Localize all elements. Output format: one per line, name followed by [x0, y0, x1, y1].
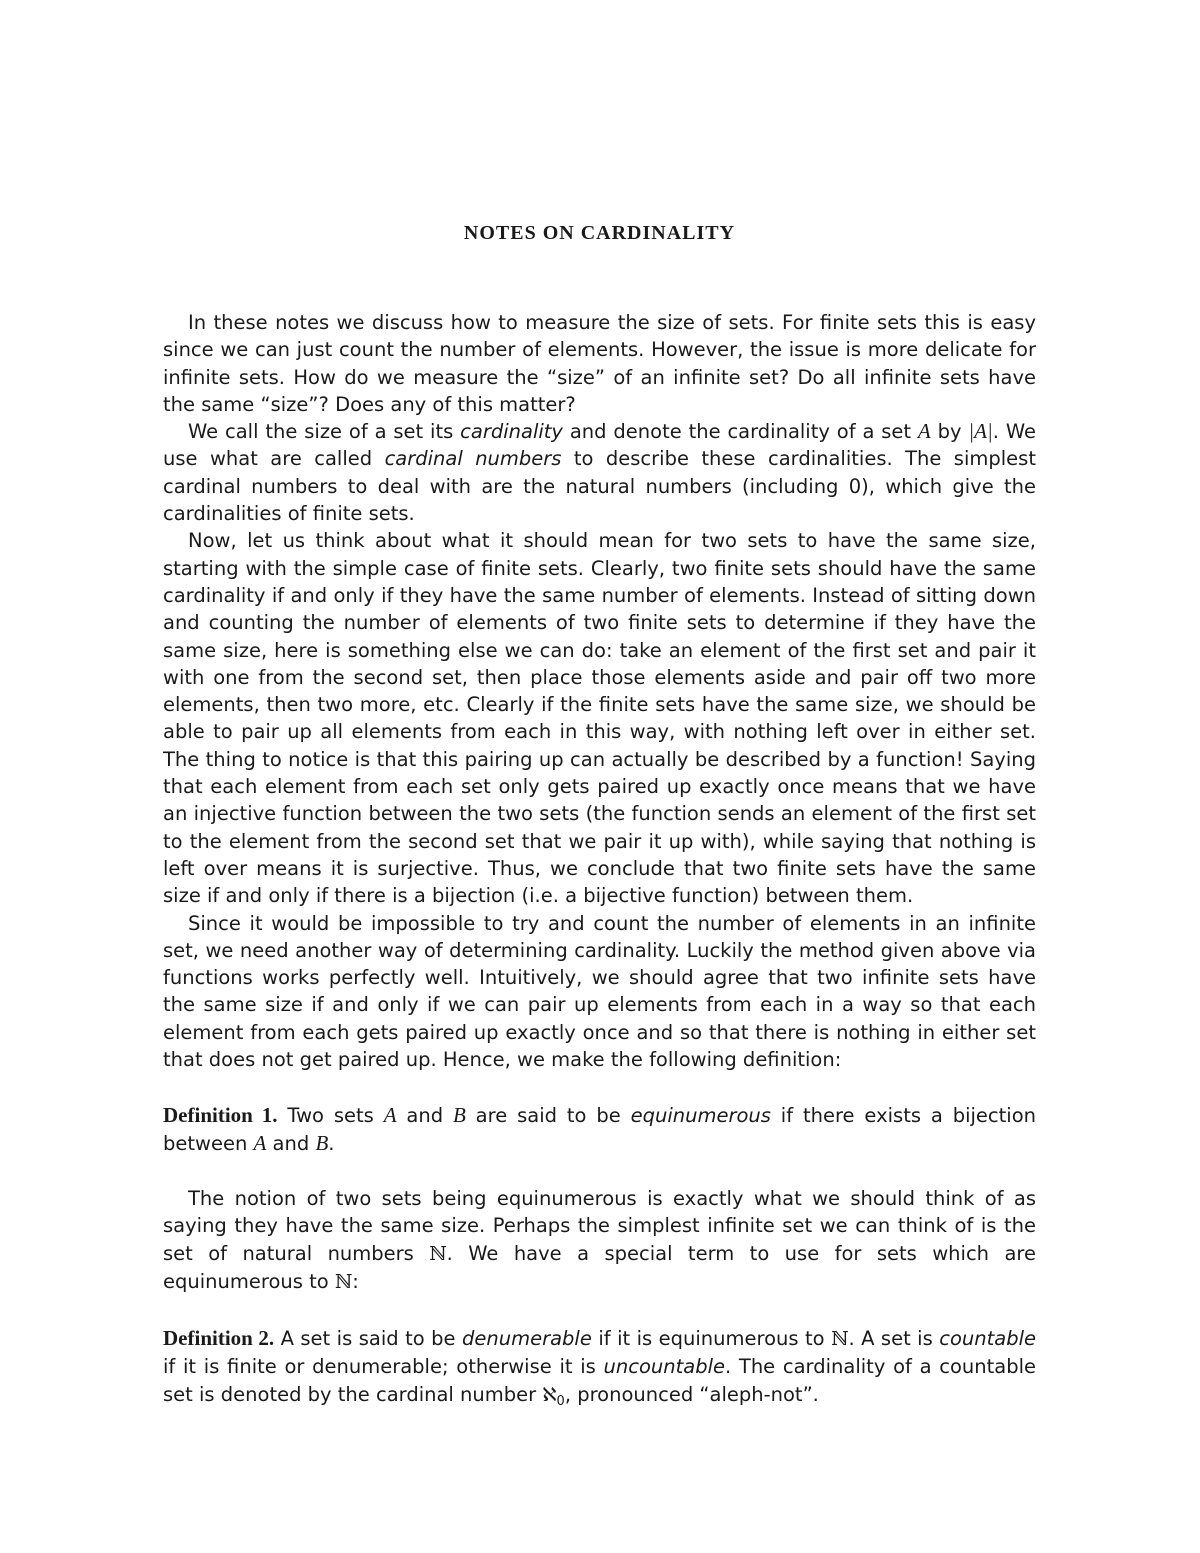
- math-aleph: ℵ: [542, 1383, 557, 1406]
- term-cardinal-numbers: cardinal numbers: [384, 447, 562, 471]
- page-title: NOTES ON CARDINALITY: [463, 222, 736, 244]
- text-run: and denote the cardinality of a set: [562, 420, 918, 444]
- paragraph-equinumerous: [163, 1185, 1036, 1296]
- definition-label: Definition 1.: [163, 1103, 278, 1128]
- text-run: if it is finite or denumerable; otherwise it is: [163, 1355, 604, 1379]
- paragraph-intro: In these notes we discuss how to measure the size of sets. For finite sets this is easy since we can just count the number of elements. However, the issue is more delicate for infinite sets. How do we measure the “size” of an infinite set? Do all infinite sets have the same “size”? Does any of this matter?: [163, 311, 1036, 416]
- math-var-b: B: [315, 1130, 329, 1155]
- text-run: are said to be: [465, 1104, 631, 1128]
- text-run: . The cardinality of a countable set is denoted by the cardinal number: [163, 1355, 1036, 1406]
- text-run: by: [930, 420, 969, 444]
- text-run: Two sets: [277, 1104, 384, 1128]
- math-var-a: A: [917, 419, 931, 444]
- text-run: A set is said to be: [274, 1327, 462, 1351]
- text-run: if it is equinumerous to: [591, 1327, 832, 1351]
- term-denumerable: denumerable: [461, 1327, 592, 1351]
- paragraph-infinite-sets: Since it would be impossible to try and count the number of elements in an infinite set, we need another way of determining cardinality. Luckily the method given above via functions works perfectly well. Intuitively, we should agree that two infinite sets have the same size if and only if we can pair up elements from each in a way so that each element from each gets paired up exactly once and so that there is nothing in either set that does not get paired up. Hence, we make the following definition:: [163, 911, 1036, 1072]
- text-run: We call the size of a set its: [188, 420, 461, 444]
- definition-label: Definition 2.: [163, 1326, 275, 1351]
- text-run: . We use what are called: [163, 420, 1036, 471]
- math-var-a: A: [383, 1103, 397, 1128]
- math-natural-numbers: ℕ: [429, 1242, 447, 1265]
- definition-1: [163, 1102, 1036, 1157]
- definition-2: [163, 1325, 1036, 1415]
- term-cardinality: cardinality: [460, 420, 563, 444]
- paragraph-cardinality: [163, 418, 1036, 527]
- document-page: [163, 222, 1036, 1415]
- text-run: . We have a special term to use for sets which are equinumerous to: [163, 1241, 1036, 1293]
- term-equinumerous: equinumerous: [630, 1104, 771, 1128]
- math-abs-a: |A|: [968, 419, 993, 444]
- text-run: to describe these cardinalities. The simplest cardinal numbers to deal with are the natural numbers (including 0), which give the cardinalities of finite sets.: [163, 447, 1036, 526]
- text-run: and: [266, 1131, 316, 1155]
- text-run: The notion of two sets being equinumerous is exactly what we should think of as saying they have the same size. Perhaps the simplest infinite set we can think of is the set of natural numbers: [163, 1186, 1036, 1265]
- text-run: :: [352, 1269, 359, 1293]
- math-natural-numbers: ℕ: [334, 1270, 353, 1293]
- term-uncountable: uncountable: [603, 1355, 725, 1379]
- math-var-b: B: [452, 1103, 466, 1128]
- math-var-a: A: [253, 1130, 267, 1155]
- paragraph-finite-sets: Now, let us think about what it should mean for two sets to have the same size, starting with the simple case of finite sets. Clearly, two finite sets should have the same cardinality if and only if they have the same number of elements. Instead of sitting down and counting the number of elements of two finite sets to determine if they have the same size, here is something else we can do: take an element of the first set and pair it with one from the second set, then place those elements aside and pair off two more elements, then two more, etc. Clearly if the finite sets have the same size, we should be able to pair up all elements from each in this way, with nothing left over in either set. The thing to notice is that this pairing up can actually be described by a function! Saying that each element from each set only gets paired up exactly once means that we have an injective function between the two sets (the function sends an element of the first set to the element from the second set that we pair it up with), while saying that nothing is left over means it is surjective. Thus, we conclude that two finite sets have the same size if and only if there is a bijection (i.e. a bijective function) between them.: [163, 529, 1036, 908]
- term-countable: countable: [939, 1327, 1036, 1351]
- text-run: . A set is: [848, 1327, 940, 1351]
- math-aleph-subscript: 0: [556, 1393, 565, 1409]
- math-natural-numbers: ℕ: [831, 1328, 849, 1351]
- text-run: .: [328, 1131, 335, 1155]
- text-run: if there exists a bijection between: [163, 1104, 1036, 1155]
- text-run: , pronounced “aleph-not”.: [564, 1382, 819, 1406]
- text-run: and: [396, 1104, 453, 1128]
